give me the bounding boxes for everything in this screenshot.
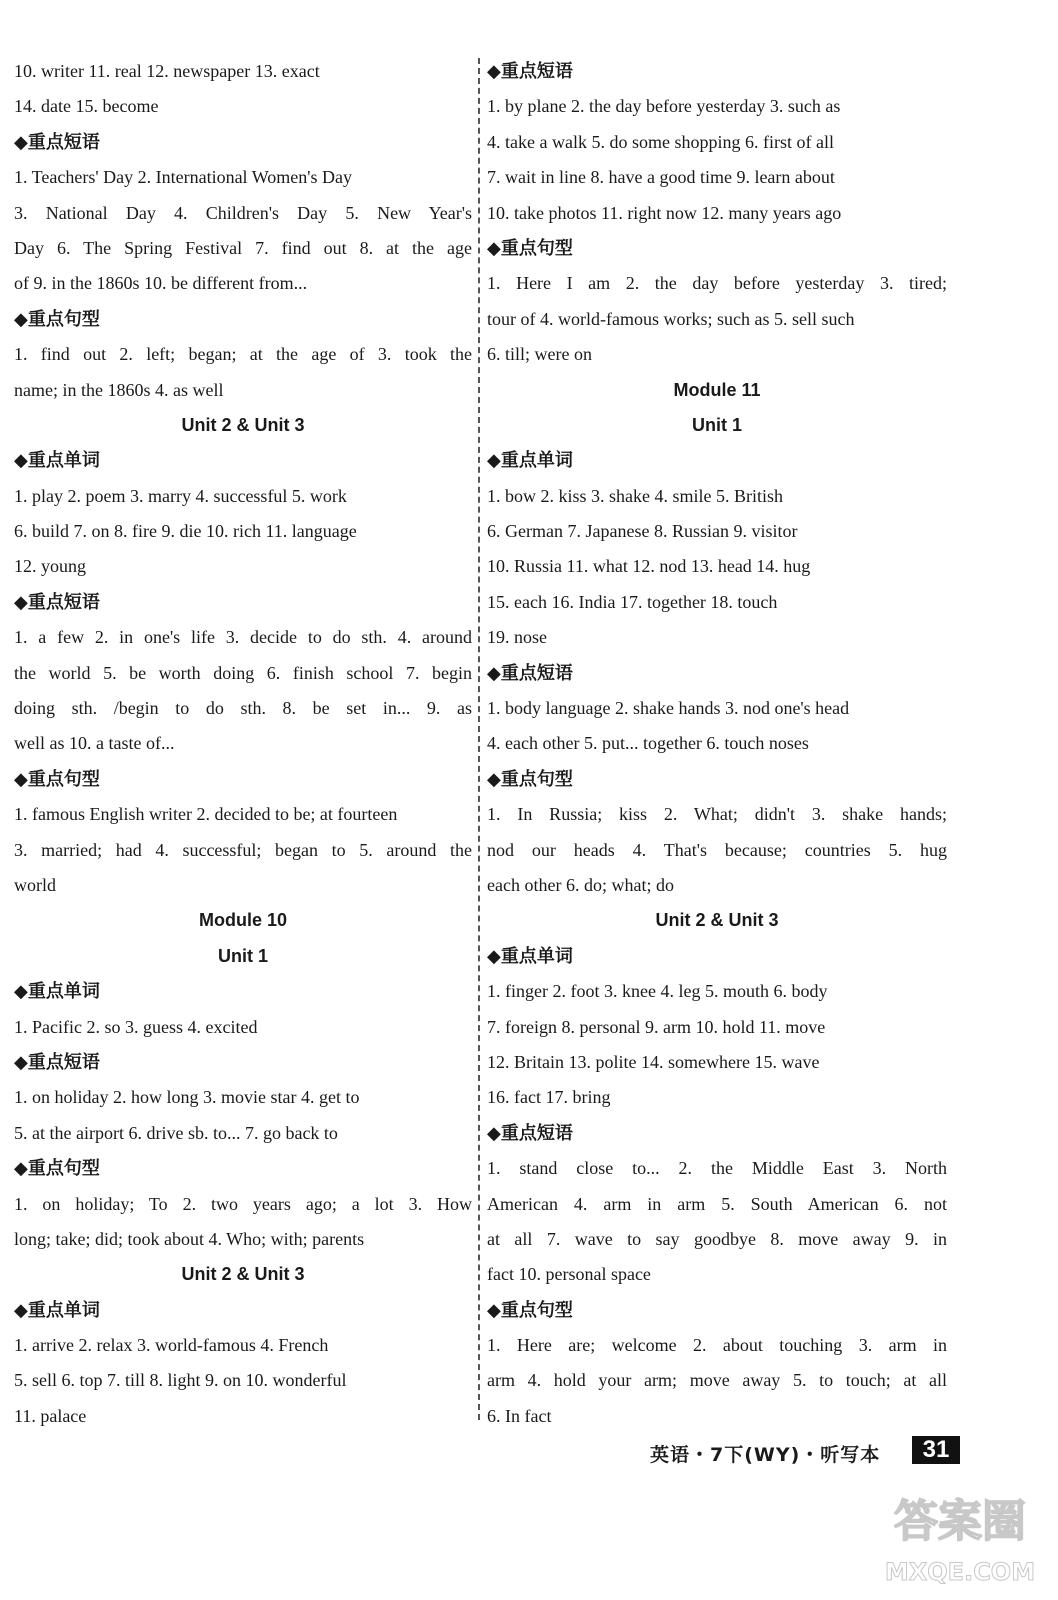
section-heading: ◆重点短语 — [487, 61, 573, 82]
footer-label: 英语・7下(WY)・听写本 — [650, 1444, 881, 1466]
left-column — [14, 54, 472, 1434]
answer-line: 4. take a walk 5. do some shopping 6. first of all — [487, 131, 834, 152]
answer-line: doing sth. /begin to do sth. 8. be set in... 9. as — [14, 698, 472, 719]
answer-line: 1. play 2. poem 3. marry 4. successful 5. work — [14, 485, 347, 506]
answer-line: 7. wait in line 8. have a good time 9. learn about — [487, 167, 835, 188]
answer-line: 1. on holiday 2. how long 3. movie star 4. get to — [14, 1087, 360, 1108]
section-heading: ◆重点句型 — [487, 768, 573, 790]
answer-line: world — [14, 874, 56, 895]
right-column — [487, 54, 947, 1434]
answer-line: 1. stand close to... 2. the Middle East 3. North — [487, 1158, 947, 1179]
answer-line: long; take; did; took about 4. Who; with; parents — [14, 1228, 365, 1249]
answer-line: 1. famous English writer 2. decided to be; at fourteen — [14, 804, 398, 825]
unit-heading: Unit 2 & Unit 3 — [181, 1264, 305, 1285]
answer-line: 10. take photos 11. right now 12. many years ago — [487, 202, 842, 223]
answer-line: 14. date 15. become — [14, 96, 159, 117]
watermark-logo — [870, 1476, 1050, 1596]
answer-line: 1. a few 2. in one's life 3. decide to do sth. 4. around — [14, 627, 472, 648]
answer-line: 1. bow 2. kiss 3. shake 4. smile 5. British — [487, 485, 783, 506]
answer-line: name; in the 1860s 4. as well — [14, 379, 224, 400]
unit-heading: Module 10 — [198, 910, 287, 931]
answer-line: 1. In Russia; kiss 2. What; didn't 3. shake hands; — [487, 804, 947, 825]
answer-line: 1. body language 2. shake hands 3. nod one's head — [487, 698, 850, 719]
answer-line: 12. young — [14, 556, 86, 577]
section-heading: ◆重点句型 — [14, 768, 100, 790]
answer-line: 5. at the airport 6. drive sb. to... 7. go back to — [14, 1122, 338, 1143]
answer-line: 1. finger 2. foot 3. knee 4. leg 5. mouth 6. body — [487, 981, 828, 1002]
column-divider — [478, 58, 480, 1420]
unit-heading: Unit 1 — [217, 945, 268, 966]
section-heading: ◆重点短语 — [14, 591, 100, 613]
answer-line: at all 7. wave to say goodbye 8. move away 9. in — [487, 1228, 947, 1249]
answer-line: 12. Britain 13. polite 14. somewhere 15. wave — [487, 1051, 820, 1072]
answer-line: 5. sell 6. top 7. till 8. light 9. on 10. wonderful — [14, 1370, 347, 1391]
answer-line: 6. build 7. on 8. fire 9. die 10. rich 11. language — [14, 521, 357, 542]
section-heading: ◆重点单词 — [14, 1299, 100, 1321]
answer-line: fact 10. personal space — [487, 1264, 651, 1285]
section-heading: ◆重点单词 — [487, 945, 573, 967]
answer-line: 4. each other 5. put... together 6. touch noses — [487, 733, 809, 754]
answer-line: 1. on holiday; To 2. two years ago; a lot 3. How — [14, 1193, 472, 1214]
answer-line: arm 4. hold your arm; move away 5. to touch; at all — [487, 1370, 947, 1391]
answer-line: Day 6. The Spring Festival 7. find out 8. at the age — [14, 237, 472, 258]
answer-line: 10. Russia 11. what 12. nod 13. head 14. hug — [487, 556, 811, 577]
answer-line: 10. writer 11. real 12. newspaper 13. exact — [14, 61, 320, 81]
section-heading: ◆重点单词 — [14, 981, 100, 1003]
answer-line: 1. arrive 2. relax 3. world-famous 4. French — [14, 1335, 329, 1356]
answer-line: 1. Here are; welcome 2. about touching 3. arm in — [487, 1335, 947, 1356]
answer-line: well as 10. a taste of... — [14, 733, 175, 754]
page-number: 31 — [912, 1436, 960, 1464]
answer-line: American 4. arm in arm 5. South American 6. not — [487, 1193, 947, 1214]
answer-line: each other 6. do; what; do — [487, 874, 674, 895]
answer-line: 1. Pacific 2. so 3. guess 4. excited — [14, 1016, 258, 1037]
section-heading: ◆重点单词 — [14, 450, 100, 472]
section-heading: ◆重点句型 — [487, 237, 573, 259]
answer-line: 15. each 16. India 17. together 18. touch — [487, 591, 778, 612]
answer-line: 3. National Day 4. Children's Day 5. New Year's — [14, 202, 472, 223]
section-heading: ◆重点短语 — [14, 1051, 100, 1073]
unit-heading: Unit 2 & Unit 3 — [655, 910, 779, 931]
answer-line: 3. married; had 4. successful; began to 5. around the — [14, 839, 472, 860]
unit-heading: Unit 2 & Unit 3 — [181, 414, 305, 435]
answer-line: 6. German 7. Japanese 8. Russian 9. visitor — [487, 521, 798, 542]
section-heading: ◆重点句型 — [487, 1299, 573, 1321]
section-heading: ◆重点单词 — [487, 450, 573, 472]
unit-heading: Module 11 — [673, 379, 761, 400]
answer-line: tour of 4. world-famous works; such as 5. sell such — [487, 308, 855, 329]
answer-line: 1. find out 2. left; began; at the age of 3. took the — [14, 344, 472, 365]
answer-line: 11. palace — [14, 1405, 87, 1426]
answer-line: 16. fact 17. bring — [487, 1087, 611, 1108]
answer-line: 1. Here I am 2. the day before yesterday 3. tired; — [487, 273, 947, 294]
answer-line: nod our heads 4. That's because; countries 5. hug — [487, 839, 947, 860]
answer-line: the world 5. be worth doing 6. finish school 7. begin — [14, 662, 472, 683]
section-heading: ◆重点句型 — [14, 308, 100, 330]
answer-line: 1. Teachers' Day 2. International Women's Day — [14, 167, 353, 188]
section-heading: ◆重点短语 — [487, 662, 573, 684]
watermark-line1: 答案圈 — [894, 1496, 1026, 1547]
watermark-line2: MXQE.COM — [884, 1558, 1036, 1586]
answer-line: 19. nose — [487, 627, 547, 648]
answer-line: 6. In fact — [487, 1405, 552, 1426]
section-heading: ◆重点句型 — [14, 1158, 100, 1180]
answer-line: of 9. in the 1860s 10. be different from... — [14, 273, 308, 294]
answer-line: 6. till; were on — [487, 344, 592, 365]
section-heading: ◆重点短语 — [487, 1122, 573, 1144]
unit-heading: Unit 1 — [691, 414, 742, 435]
answer-line: 7. foreign 8. personal 9. arm 10. hold 11. move — [487, 1016, 826, 1037]
section-heading: ◆重点短语 — [14, 131, 100, 153]
answer-line: 1. by plane 2. the day before yesterday 3. such as — [487, 96, 841, 117]
